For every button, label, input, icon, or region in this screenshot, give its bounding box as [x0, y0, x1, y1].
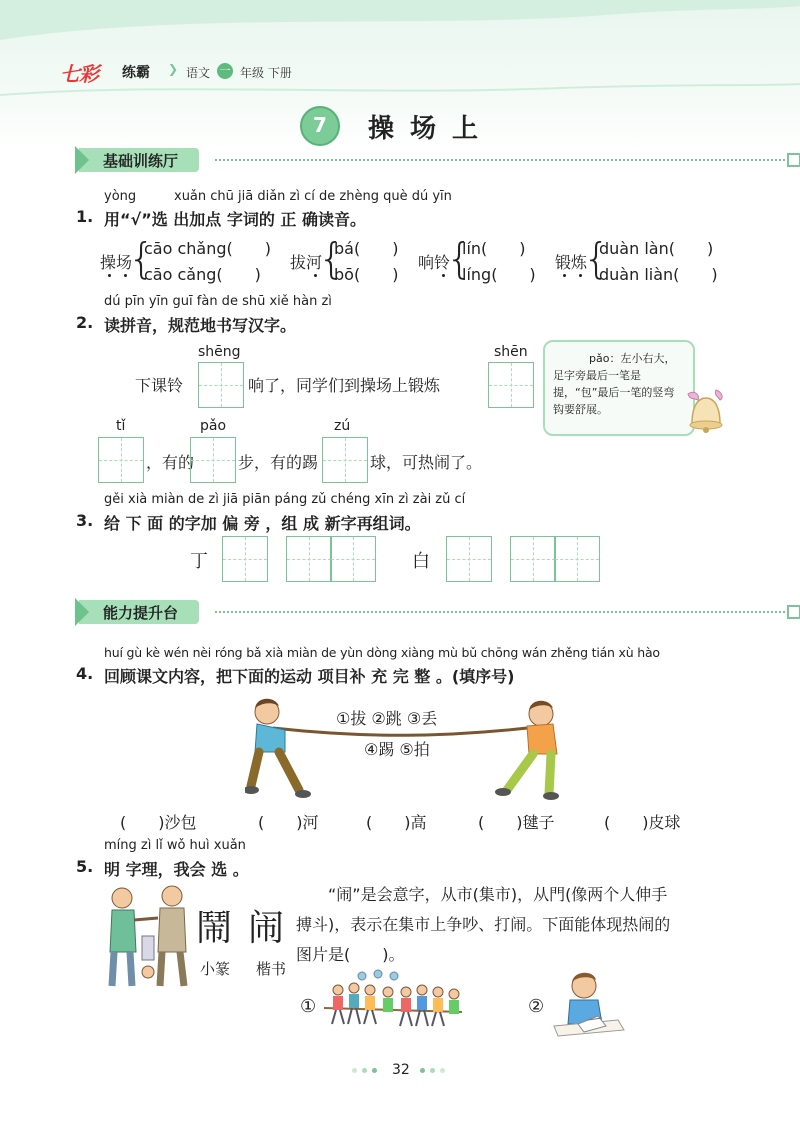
writing-grid[interactable] [488, 362, 534, 408]
q1-option[interactable]: cāo chǎng( ) [144, 239, 272, 258]
brace-icon: { [446, 234, 473, 283]
q4-blank-5[interactable]: ( )皮球 [604, 813, 681, 832]
section-divider [215, 159, 785, 161]
q3-question: 给 下 面 的字加 偏 旁 ，组 成 新字再组词。 [104, 514, 421, 533]
q1-pinyin-1: yòng [104, 189, 137, 204]
q2-pinyin-ti: tǐ [116, 418, 126, 434]
q4-options-row2: ④踢 ⑤拍 [364, 740, 430, 759]
q1-option[interactable]: duàn liàn( ) [599, 265, 718, 284]
q4-number: 4. [76, 664, 94, 683]
q1-option[interactable]: líng( ) [462, 265, 536, 284]
q2-pinyin: dú pīn yīn guī fàn de shū xiě hàn zì [104, 294, 332, 309]
writing-grid[interactable] [322, 437, 368, 483]
two-people-fighting-illustration [100, 880, 195, 995]
section-basic-header [75, 146, 800, 174]
page-number: 32 [392, 1062, 410, 1078]
q1-word: 拔河 [290, 253, 323, 272]
q2-pinyin-pao: pǎo [200, 418, 227, 434]
section-arrow-icon [75, 146, 89, 174]
q1-item-4 [555, 236, 745, 286]
tip-note [543, 340, 695, 436]
q5-para-line-1: “闹”是会意字，从市(集市)，从門(像两个人伸手 [328, 885, 668, 904]
tip-note-head: pǎo： [589, 352, 621, 365]
q5-choice-1-label[interactable]: ① [300, 996, 317, 1017]
writing-grid[interactable] [222, 536, 268, 582]
q2-sentence-t1: ，有的 [146, 453, 195, 472]
writing-grid[interactable] [98, 437, 144, 483]
q4-blank-2[interactable]: ( )河 [258, 813, 319, 832]
q1-option[interactable]: cāo cǎng( ) [144, 265, 261, 284]
lesson-title: 操场上 [368, 114, 495, 144]
regular-script-label: 楷书 [256, 960, 287, 978]
q2-sentence-mid: 响了，同学们到操场上锻炼 [248, 376, 441, 395]
q1-option[interactable]: bá( ) [334, 239, 399, 258]
seal-script-label: 小篆 [200, 960, 231, 978]
section-arrow-icon [75, 598, 89, 626]
q1-item-3 [418, 236, 558, 286]
chevron-icon: ❯ [168, 62, 179, 76]
q2-question: 读拼音，规范地书写汉字。 [104, 316, 297, 335]
writing-grid[interactable] [554, 536, 600, 582]
q5-number: 5. [76, 857, 94, 876]
brand-name: 练霸 [122, 65, 150, 81]
q1-option[interactable]: lín( ) [462, 239, 526, 258]
boy-reading-picture[interactable] [548, 966, 628, 1038]
q1-item-2 [290, 236, 420, 286]
page-dot [420, 1068, 425, 1073]
q1-word: 锻炼 [555, 253, 588, 272]
q4-blank-1[interactable]: ( )沙包 [120, 813, 197, 832]
q4-blank-3[interactable]: ( )高 [366, 813, 427, 832]
page-dot [440, 1068, 445, 1073]
page-dot [372, 1068, 377, 1073]
grade-label: 年级 下册 [240, 66, 292, 80]
q1-pinyin-2: xuǎn chū jiā diǎn zì cí de zhèng què dú yīn [174, 189, 452, 204]
q2-pinyin-sheng: shēng [198, 344, 241, 360]
q5-para-line-3: 图片是( )。 [296, 945, 405, 964]
q1-number: 1. [76, 207, 94, 226]
regular-script-char: 闹 [248, 908, 285, 949]
page-dot [430, 1068, 435, 1073]
section-end-square [787, 153, 800, 167]
writing-grid[interactable] [330, 536, 376, 582]
page-dot [362, 1068, 367, 1073]
brace-icon: { [318, 234, 345, 283]
q3-char-ding: 丁 [190, 551, 208, 572]
q3-pinyin: gěi xià miàn de zì jiā piān páng zǔ chéng xīn zì zài zǔ cí [104, 492, 466, 507]
writing-grid[interactable] [198, 362, 244, 408]
section-divider [215, 611, 785, 613]
section-basic-title: 基础训练厅 [103, 152, 179, 170]
subject-label: 语文 [186, 66, 211, 80]
q5-choice-2-label[interactable]: ② [528, 996, 545, 1017]
tug-of-war-picture[interactable] [318, 968, 468, 1033]
q5-question: 明 字理，我会 选 。 [104, 860, 249, 879]
section-ability-header [75, 598, 800, 626]
q3-number: 3. [76, 511, 94, 530]
q1-option[interactable]: duàn làn( ) [599, 239, 714, 258]
section-ability-title: 能力提升台 [103, 604, 179, 622]
q5-pinyin: míng zì lǐ wǒ huì xuǎn [104, 838, 246, 853]
writing-grid[interactable] [510, 536, 556, 582]
q2-sentence-t2: 步，有的踢 [238, 453, 319, 472]
writing-grid[interactable] [286, 536, 332, 582]
writing-grid[interactable] [190, 437, 236, 483]
q4-pinyin: huí gù kè wén nèi róng bǎ xià miàn de yùn dòng xiàng mù bǔ chōng wán zhěng tián xù hào [104, 645, 660, 660]
tip-note-body: 左小右大，足字旁最后一笔是提，“包”最后一笔的竖弯钩要舒展。 [553, 352, 676, 416]
writing-grid[interactable] [446, 536, 492, 582]
brand-logo: 七彩 [60, 62, 98, 86]
q2-number: 2. [76, 313, 94, 332]
bell-icon [680, 388, 726, 438]
q2-sentence-pre: 下课铃 [135, 376, 184, 395]
q4-blank-4[interactable]: ( )毽子 [478, 813, 555, 832]
page-dot [352, 1068, 357, 1073]
grade-number-badge: 一 [217, 63, 233, 79]
q2-pinyin-zu: zú [334, 418, 351, 434]
q1-word: 操场 [100, 253, 133, 272]
q2-sentence-t3: 球，可热闹了。 [370, 453, 483, 472]
q4-question: 回顾课文内容，把下面的运动 项目补 充 完 整 。(填序号) [104, 667, 515, 686]
q3-char-bai: 白 [412, 551, 430, 572]
q1-word: 响铃 [418, 253, 451, 272]
brace-icon: { [128, 234, 155, 283]
section-end-square [787, 605, 800, 619]
seal-script-char: 鬧 [196, 908, 233, 949]
brace-icon: { [583, 234, 610, 283]
q2-pinyin-shen: shēn [494, 344, 528, 360]
q1-question: 用“√”选 出加点 字词的 正 确读音。 [104, 210, 366, 229]
q4-options-row1: ①拔 ②跳 ③丢 [336, 709, 438, 728]
q5-para-line-2: 搏斗)，表示在集市上争吵、打闹。下面能体现热闹的 [296, 915, 671, 934]
lesson-number: 7 [300, 106, 340, 146]
q1-option[interactable]: bō( ) [334, 265, 399, 284]
q1-item-1 [100, 236, 290, 286]
